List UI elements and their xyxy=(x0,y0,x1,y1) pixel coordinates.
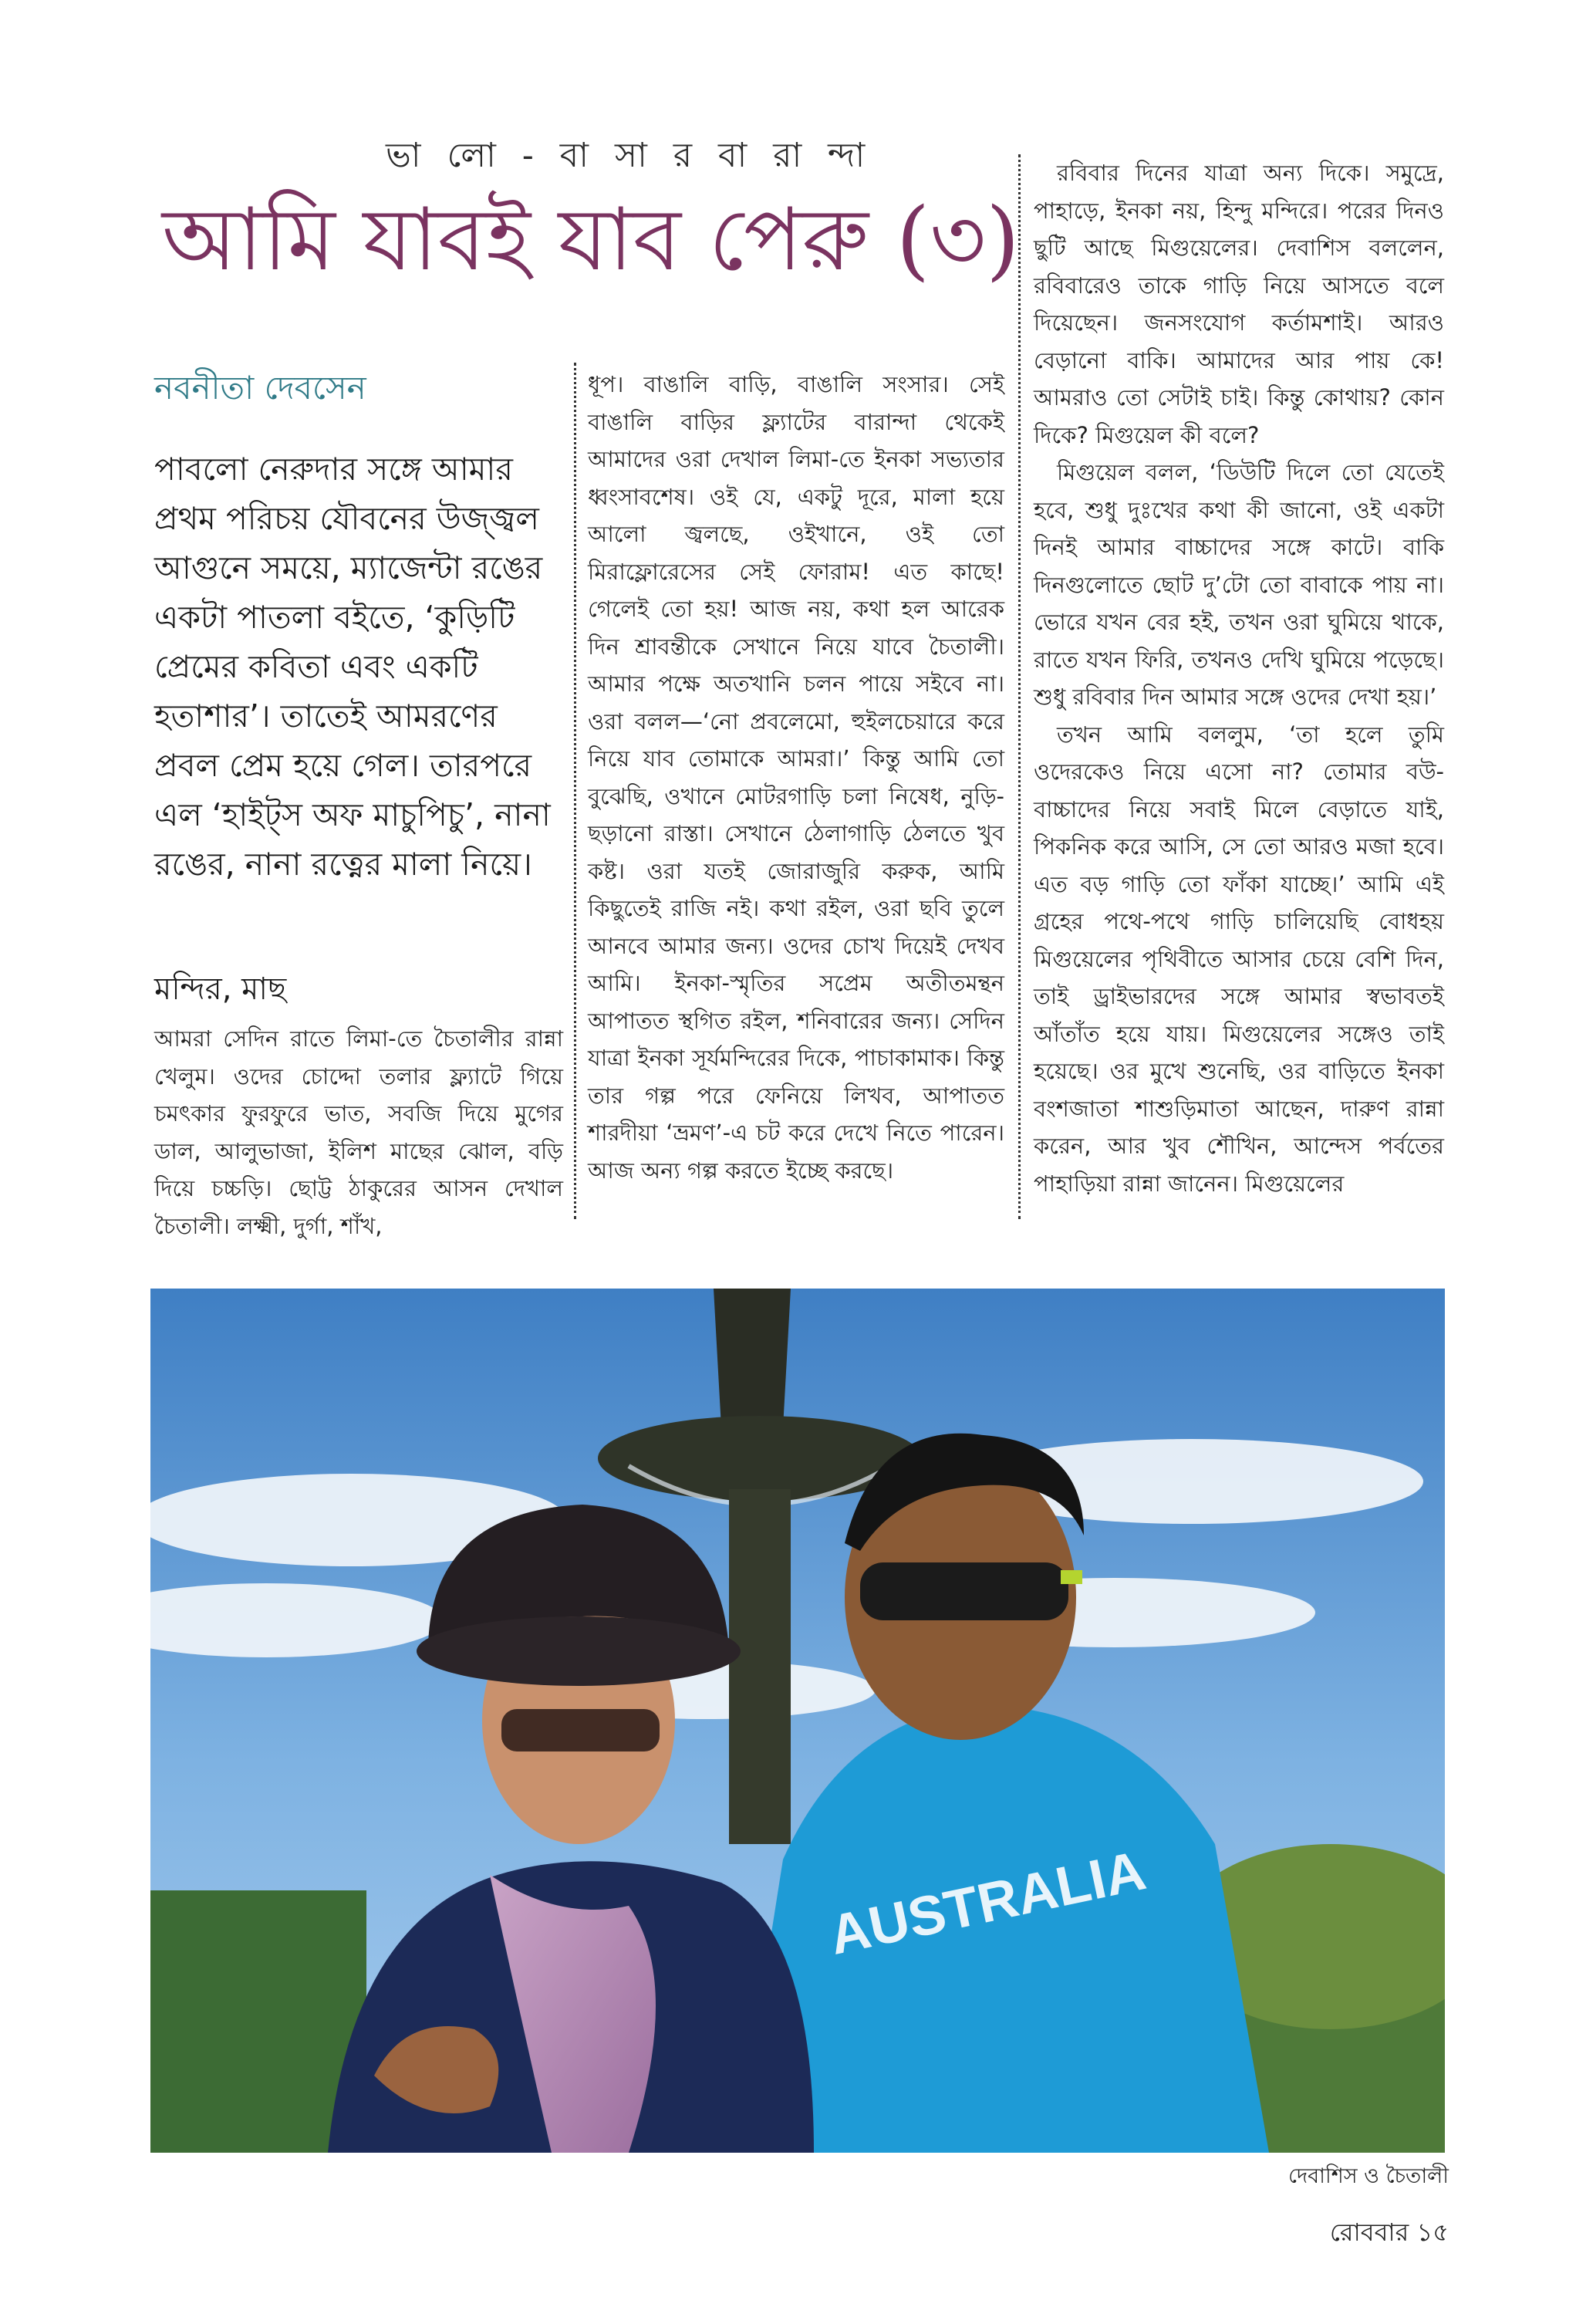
paragraph: তখন আমি বললুম, ‘তা হলে তুমি ওদেরকেও নিয়ে এসো না? তোমার বউ-বাচ্চাদের নিয়ে সবাই মিলে বেড়াতে যাই, পিকনিক করে আসি, সে তো আরও মজা হবে। এত বড় গাড়ি তো ফাঁকা যাচ্ছে।’ আমি এই গ্রহের পথে-পথে গাড়ি চালিয়েছি বোধহয় মিগুয়েলের পৃথিবীতে আসার চেয়ে বেশি দিন, তাই ড্রাইভারদের সঙ্গে আমার স্বভাবতই আঁতাঁত হয়ে যায়। মিগুয়েলের সঙ্গেও তাই হয়েছে। ওর মুখে শুনেছি, ওর বাড়িতে ইনকা বংশজাতা শাশুড়িমাতা আছেন, দারুণ রান্না করেন, আর খুব শৌখিন, আন্দেস পর্বতের পাহাড়িয়া রান্না জানেন। মিগুয়েলের xyxy=(1034,721,1444,1197)
paragraph: রবিবার দিনের যাত্রা অন্য দিকে। সমুদ্রে, পাহাড়ে, ইনকা নয়, হিন্দু মন্দিরে। পরের দিনও ছুটি আছে মিগুয়েলের। দেবাশিস বললেন, রবিবারেও তাকে গাড়ি নিয়ে আসতে বলে দিয়েছেন। জনসংযোগ কর্তামশাই। আরও বেড়ানো বাকি। আমাদের আর পায় কে! আমরাও তো সেটাই চাই। কিন্তু কোথায়? কোন দিকে? মিগুয়েল কী বলে? xyxy=(1034,160,1444,448)
body-column-2 xyxy=(588,366,1004,1189)
column-rule xyxy=(1018,154,1021,1219)
body-column-3 xyxy=(1034,154,1444,1202)
couple-photo-illustration xyxy=(150,1289,1445,2153)
article-photo xyxy=(150,1289,1445,2153)
page-folio: রোববার ১৫ xyxy=(1329,2218,1449,2247)
column-rule xyxy=(574,363,576,1219)
tshirt-text: AUSTRALIA xyxy=(824,1839,1151,1967)
author-byline: নবনীতা দেবসেন xyxy=(154,369,366,407)
article-title: আমি যাবই যাব পেরু (৩) xyxy=(162,190,1020,290)
lead-paragraph: পাবলো নেরুদার সঙ্গে আমার প্রথম পরিচয় যৌবনের উজ্জ্বল আগুনে সময়ে, ম্যাজেন্টা রঙের একটা পাতলা বইতে, ‘কুড়িটি প্রেমের কবিতা এবং একটি হতাশার’। তাতেই আমরণের প্রবল প্রেম হয়ে গেল। তারপরে এল ‘হাইট্স অফ মাচুপিচু’, নানা রঙের, নানা রত্নের মালা নিয়ে। xyxy=(154,451,551,883)
paragraph: আমরা সেদিন রাতে লিমা-তে চৈতালীর রান্না খেলুম। ওদের চোদ্দো তলার ফ্ল্যাটে গিয়ে চমৎকার ফুরফুরে ভাত, সবজি দিয়ে মুগের ডাল, আলুভাজা, ইলিশ মাছের ঝোল, বড়ি দিয়ে চচ্চড়ি। ছোট্ট ঠাকুরের আসন দেখাল চৈতালী। লক্ষ্মী, দুর্গা, শাঁখ, xyxy=(154,1025,563,1239)
paragraph: মিগুয়েল বলল, ‘ডিউটি দিলে তো যেতেই হবে, শুধু দুঃখের কথা কী জানো, ওই একটা দিনই আমার বাচ্চাদের সঙ্গে কাটে। বাকি দিনগুলোতে ছোট দু’টো তো বাবাকে পায় না। ভোরে যখন বের হই, তখন ওরা ঘুমিয়ে থাকে, রাতে যখন ফিরি, তখনও দেখি ঘুমিয়ে পড়েছে। শুধু রবিবার দিন আমার সঙ্গে ওদের দেখা হয়।’ xyxy=(1034,459,1444,710)
body-column-1 xyxy=(154,1020,563,1245)
photo-caption: দেবাশিস ও চৈতালী xyxy=(1288,2164,1449,2188)
paragraph: ধূপ। বাঙালি বাড়ি, বাঙালি সংসার। সেই বাঙালি বাড়ির ফ্ল্যাটের বারান্দা থেকেই আমাদের ওরা দেখাল লিমা-তে ইনকা সভ্যতার ধ্বংসাবশেষ। ওই যে, একটু দূরে, মালা হয়ে আলো জ্বলছে, ওইখানে, ওই তো মিরাফ্লোরেসের সেই ফোরাম! এত কাছে! গেলেই তো হয়! আজ নয়, কথা হল আরেক দিন শ্রাবন্তীকে সেখানে নিয়ে যাবে চৈতালী। আমার পক্ষে অতখানি চলন পায়ে সইবে না। ওরা বলল—‘নো প্রবলেমো, হুইলচেয়ারে করে নিয়ে যাব তোমাকে আমরা।’ কিন্তু আমি তো বুঝেছি, ওখানে মোটরগাড়ি চলা নিষেধ, নুড়ি-ছড়ানো রাস্তা। সেখানে ঠেলাগাড়ি ঠেলতে খুব কষ্ট। ওরা যতই জোরাজুরি করুক, আমি কিছুতেই রাজি নই। কথা রইল, ওরা ছবি তুলে আনবে আমার জন্য। ওদের চোখ দিয়েই দেখব আমি। ইনকা-স্মৃতির সপ্রেম অতীতমন্থন আপাতত স্থগিত রইল, শনিবারের জন্য। সেদিন যাত্রা ইনকা সূর্যমন্দিরের দিকে, পাচাকামাক। কিন্তু তার গল্প পরে ফেনিয়ে লিখব, আপাতত শারদীয়া ‘ভ্রমণ’-এ চট করে দেখে নিতে পারেন। আজ অন্য গল্প করতে ইচ্ছে করছে। xyxy=(588,371,1004,1184)
section-kicker: ভা লো - বা সা র বা রা ন্দা xyxy=(386,136,873,175)
section-subhead: মন্দির, মাছ xyxy=(154,971,287,1007)
